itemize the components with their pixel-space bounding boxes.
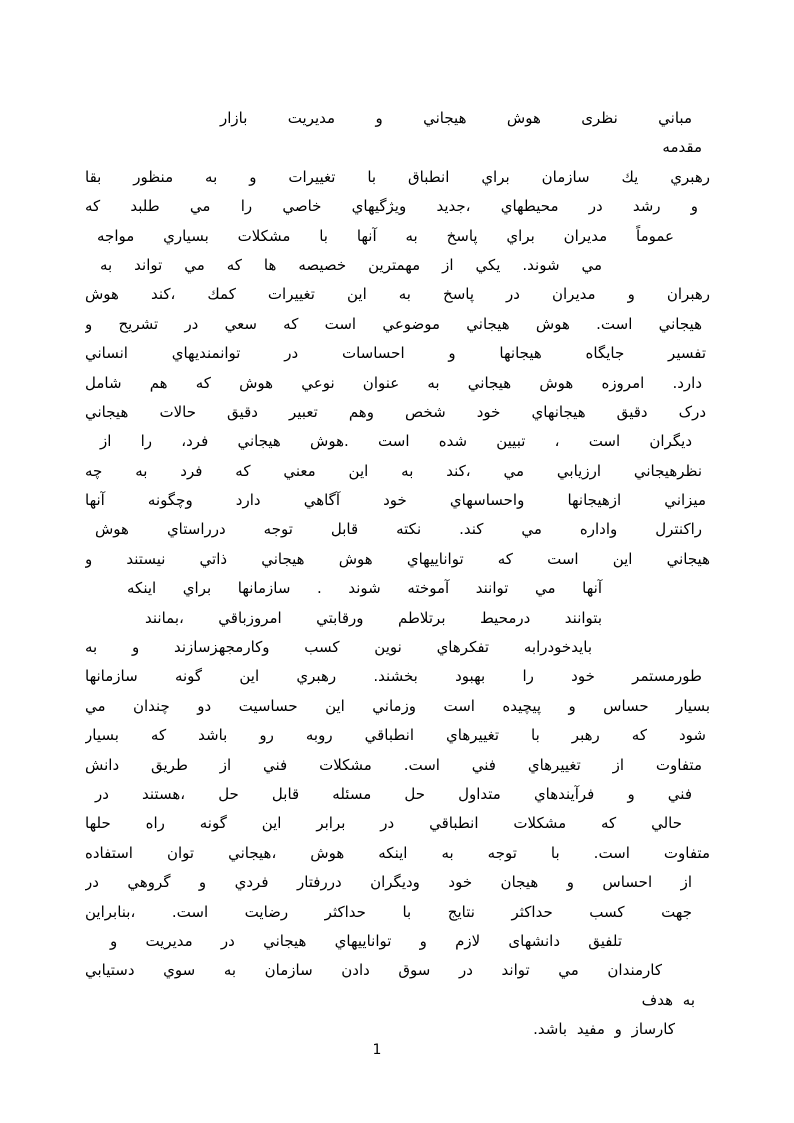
text-line: بسيار حساس و پيچيده است وزماني اين حساسيت دو چندان مي [85,696,710,715]
text-line: كارمندان مي تواند در سوق دادن سازمان به سوي دستيابي [85,961,662,980]
text-line: رهبري يك سازمان براي انطباق با تغييرات و به منظور بقا [85,167,710,186]
text-line: و رشد در محيطهاي ،جديد ويژگيهاي خاصي را مي طلبد كه [85,197,698,216]
text-line: آنها مي توانند آموخته شوند . سازمانها براي اينكه [127,579,602,598]
text-line: مي شوند. يكي از مهمترين خصيصه ها كه مي تواند به [100,255,602,274]
text-line: هيجاني است. هوش هيجاني موضوعي است كه سعي در تشريح و [85,314,702,333]
text-line: بتوانند درمحيط برتلاطم ورقابتي امروزباقي ،بمانند [145,608,602,627]
text-line: هيجاني اين است كه تواناييهاي هوش هيجاني ذاتي نيستند و [85,549,710,568]
document-text-block [85,104,710,1045]
text-line: كارساز و مفيد باشد. [533,1020,675,1039]
text-line: از احساس و هيجان خود وديگران دررفتار فردي و گروهي در [85,873,692,892]
text-line: فني و فرآيندهاي متداول حل مسئله قابل حل ،هستند در [95,784,692,803]
text-line: جهت كسب حداكثر نتايج با حداكثر رضايت است. ،بنابراين [85,902,692,921]
text-line: ميزاني ازهيجانها واحساسهاي خود آگاهي دارد وچگونه آنها [85,491,706,510]
text-line: به هدف [641,990,695,1009]
text-line: رهبران و مديران در پاسخ به اين تغييرات كمك ،كند هوش [85,285,710,304]
text-line: بايدخودرابه تفكرهاي نوين كسب وكارمجهزسازند و به [85,638,592,657]
text-line: متفاوت از تغييرهاي فني است. مشكلات فني از طريق دانش [85,755,702,774]
text-line: راكنترل واداره مي كند. نكته قابل توجه درراستاي هوش [95,520,702,539]
text-line: درک دقيق هيجانهاي خود شخص وهم تعبير دقيق حالات هيجاني [85,402,706,421]
text-line: شود كه رهبر با تغييرهاي انطباقي روبه رو باشد كه بسيار [85,726,706,745]
text-line: تفسير جايگاه هيجانها و احساسات در توانمنديهاي انساني [85,344,706,363]
text-line: تلفيق دانشهای لازم و تواناييهاي هيجاني در مديريت و [110,931,622,950]
text-line: دارد. امروزه هوش هيجاني به عنوان نوعي هوش كه هم شامل [85,373,702,392]
text-line: طورمستمر خود را بهبود بخشند. رهبري اين گونه سازمانها [85,667,702,686]
section-heading: مقدمه [662,138,702,157]
text-line: نظرهيجاني ارزيابي مي ،كند به اين معني كه فرد به چه [85,461,702,480]
document-title: مباني نظری هوش هيجاني و مديريت بازار [220,109,692,127]
text-line: عموماً مديران براي پاسخ به آنها با مشكلات بسياري مواجه [97,226,674,245]
page-number: 1 [372,1042,382,1058]
text-line: حالي كه مشكلات انطباقي در برابر اين گونه راه حلها [85,814,682,833]
text-line: ديگران است ، تبيين شده است .هوش هيجاني فرد، را از [100,432,692,451]
text-line: متفاوت است. با توجه به اينكه هوش ،هيجاني توان استفاده [85,843,710,862]
